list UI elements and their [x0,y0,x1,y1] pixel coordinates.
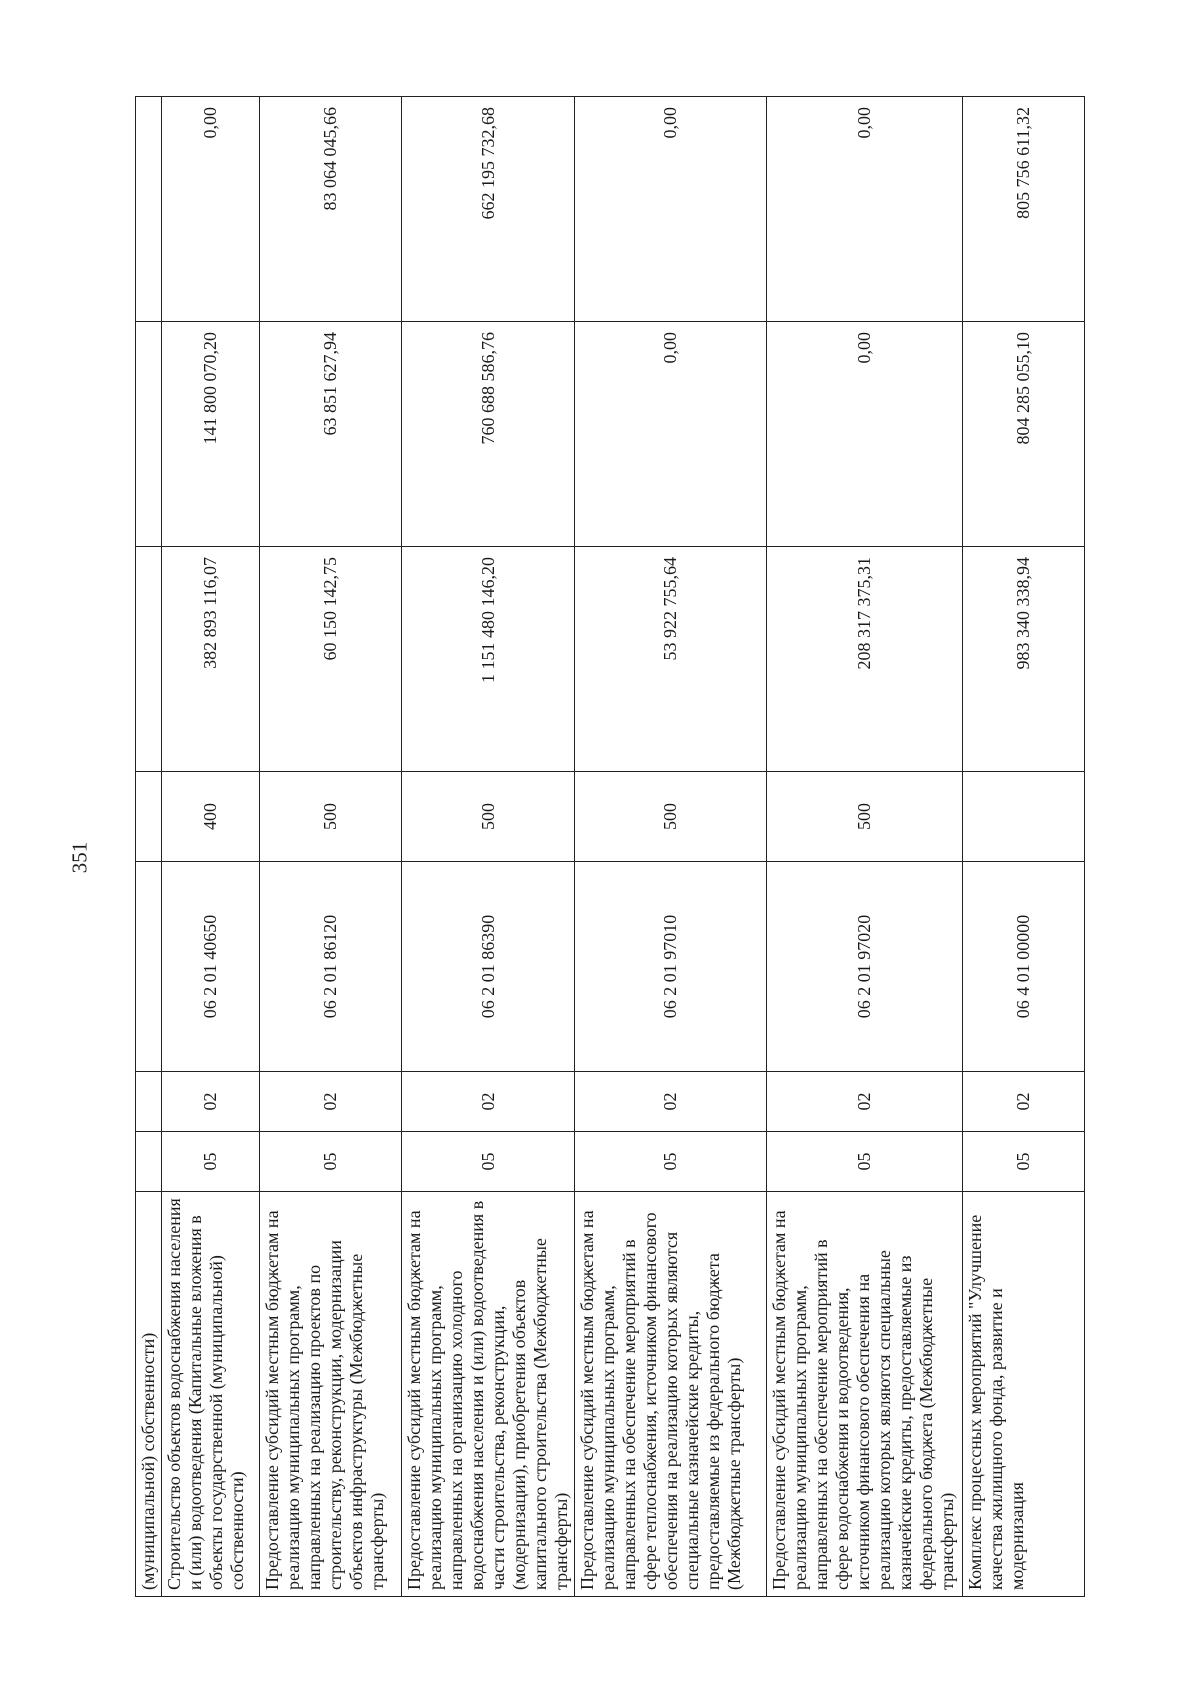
description-cell: Предоставление субсидий местным бюджетам на реализацию муниципальных программ, направленных на организацию холодного водоснабжения населения и (или) водоотведения в части строительства, реконструкции, (модернизации), приобретения объектов капитального строительства (Межбюджетные трансферты) [402,1192,575,1597]
rz-cell: 05 [260,1132,402,1192]
amount-cell: 63 851 627,94 [260,322,402,547]
table-row [963,97,1085,1597]
amount-cell: 83 064 045,66 [260,97,402,322]
rz-cell: 05 [767,1132,963,1192]
table-row [260,97,402,1597]
amount-cell: 983 340 338,94 [963,547,1085,772]
rz-cell: 05 [963,1132,1085,1192]
amount-cell: 0,00 [767,97,963,322]
csr-cell: 06 2 01 86390 [402,862,575,1072]
amount-cell: 382 893 116,07 [162,547,260,772]
csr-cell: 06 2 01 86120 [260,862,402,1072]
csr-cell: 06 2 01 97010 [575,862,767,1072]
amount-cell: 208 317 375,31 [767,547,963,772]
rz-cell: 05 [402,1132,575,1192]
table-row [136,97,162,1597]
amount-cell: 760 688 586,76 [402,322,575,547]
description-cell: Предоставление субсидий местным бюджетам на реализацию муниципальных программ, направленных на реализацию проектов по строительству, реконструкции, модернизации объектов инфраструктуры (Межбюджетные трансферты) [260,1192,402,1597]
vr-cell: 500 [260,772,402,862]
amount-cell: 141 800 070,20 [162,322,260,547]
table-row [575,97,767,1597]
description-cell: Строительство объектов водоснабжения населения и (или) водоотведения (Капитальные вложения в объекты государственной (муниципальной) собственности) [162,1192,260,1597]
amount-cell: 804 285 055,10 [963,322,1085,547]
pr-cell: 02 [767,1072,963,1132]
amount-cell: 60 150 142,75 [260,547,402,772]
rotated-table-wrapper [135,97,1085,1597]
table-row [767,97,963,1597]
csr-cell: 06 4 01 00000 [963,862,1085,1072]
csr-cell: 06 2 01 40650 [162,862,260,1072]
pr-cell: 02 [162,1072,260,1132]
amount-cell: 805 756 611,32 [963,97,1085,322]
vr-cell: 500 [575,772,767,862]
table-row [402,97,575,1597]
description-cell: Предоставление субсидий местным бюджетам на реализацию муниципальных программ, направленных на обеспечение мероприятий в сфере водоснабжения и водоотведения, источником финансового обеспечения на реализацию которых являются специальные казначейские кредиты, предоставляемые из федерального бюджета (Межбюджетные трансферты) [767,1192,963,1597]
amount-cell: 1 151 480 146,20 [402,547,575,772]
amount-cell: 0,00 [575,322,767,547]
rz-cell: 05 [575,1132,767,1192]
description-cell: Комплекс процессных мероприятий "Улучшение качества жилищного фонда, развитие и модернизация [963,1192,1085,1597]
rz-cell: 05 [162,1132,260,1192]
csr-cell: 06 2 01 97020 [767,862,963,1072]
pr-cell: 02 [963,1072,1085,1132]
table-row [162,97,260,1597]
header-cell: (муниципальной) собственности) [136,1192,162,1597]
vr-cell: 500 [767,772,963,862]
amount-cell: 662 195 732,68 [402,97,575,322]
vr-cell [963,772,1085,862]
pr-cell: 02 [260,1072,402,1132]
pr-cell: 02 [402,1072,575,1132]
amount-cell: 0,00 [767,322,963,547]
page-number: 351 [67,841,92,874]
vr-cell: 400 [162,772,260,862]
description-cell: Предоставление субсидий местным бюджетам на реализацию муниципальных программ, направленных на обеспечение мероприятий в сфере теплоснабжения, источником финансового обеспечения на реализацию которых являются специальные казначейские кредиты, предоставляемые из федерального бюджета (Межбюджетные трансферты) [575,1192,767,1597]
budget-table [135,96,1085,1597]
amount-cell: 53 922 755,64 [575,547,767,772]
amount-cell: 0,00 [162,97,260,322]
amount-cell: 0,00 [575,97,767,322]
vr-cell: 500 [402,772,575,862]
pr-cell: 02 [575,1072,767,1132]
